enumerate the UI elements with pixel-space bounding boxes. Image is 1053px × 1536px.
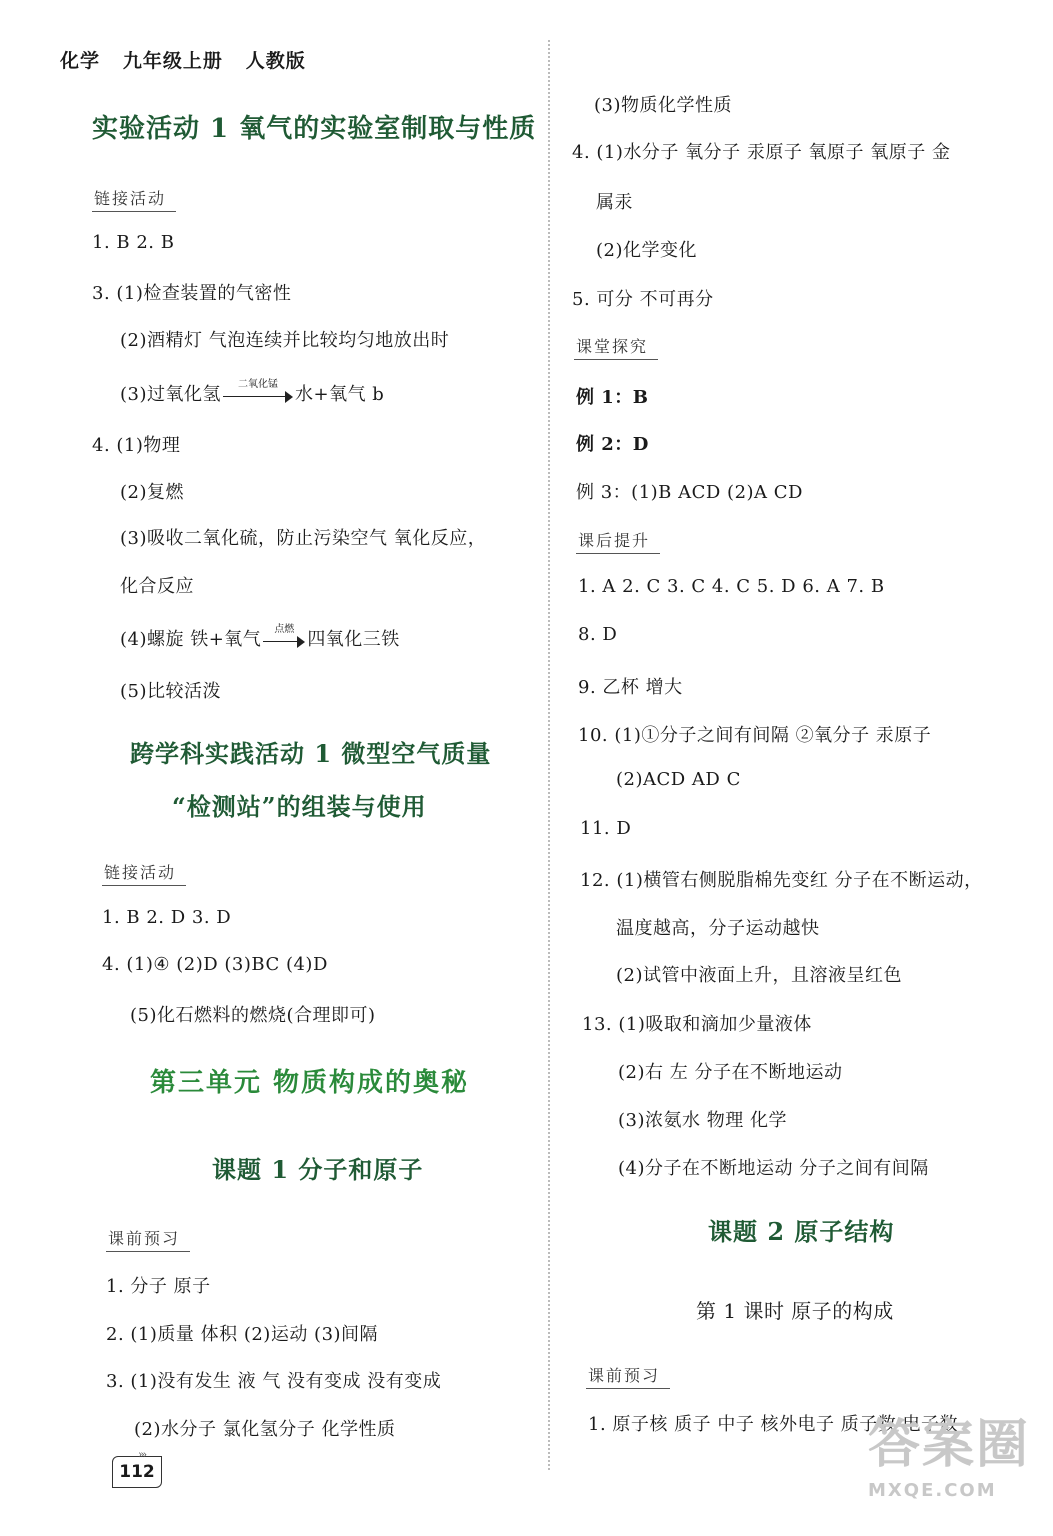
lesson-title-2: 课题 2 原子结构 <box>708 1217 895 1246</box>
section-tag-preview: 课前预习 <box>106 1226 184 1252</box>
answer-line: 5. 可分 不可再分 <box>572 289 714 310</box>
answer-line: 2. (1)质量 体积 (2)运动 (3)间隔 <box>106 1324 379 1345</box>
answer-line: (2)右 左 分子在不断地运动 <box>618 1062 843 1083</box>
answer-line: 9. 乙杯 增大 <box>578 677 683 698</box>
answer-line: 4. (1)④ (2)D (3)BC (4)D <box>102 954 328 975</box>
watermark-url: MXQE.COM <box>868 1480 997 1501</box>
equation-line <box>120 625 400 651</box>
answer-line: (2)试管中液面上升，且溶液呈红色 <box>616 965 902 986</box>
answer-line: 4. (1)物理 <box>92 435 181 456</box>
answer-line: 属汞 <box>596 192 633 213</box>
answer-line: 13. (1)吸取和滴加少量液体 <box>582 1014 812 1035</box>
watermark <box>868 1410 1038 1520</box>
answer-line: (2)ACD AD C <box>616 769 741 790</box>
answer-line: 4. (1)水分子 氧分子 汞原子 氧原子 氧原子 金 <box>572 142 951 163</box>
answer-line: (5)化石燃料的燃烧(合理即可) <box>130 1005 376 1026</box>
answer-line: (3)物质化学性质 <box>594 95 732 116</box>
reaction-arrow <box>223 379 293 405</box>
answer-line: 11. D <box>580 818 632 839</box>
answer-line: (3)吸收二氧化硫，防止污染空气 氧化反应， <box>120 528 487 549</box>
reaction-condition: 点燃 <box>274 624 295 635</box>
answer-line: 1. 原子核 质子 中子 核外电子 质子数 电子数 <box>588 1414 959 1435</box>
reaction-condition: 二氧化锰 <box>238 379 278 390</box>
page-header: 化学 九年级上册 人教版 <box>60 50 306 72</box>
section-tag-linked-activity: 链接活动 <box>102 860 180 886</box>
answer-line: (4)分子在不断地运动 分子之间有间隔 <box>618 1158 929 1179</box>
reactant-text: (4)螺旋 铁+氧气 <box>120 629 262 650</box>
watermark-logo: 答案圈 <box>868 1415 1031 1475</box>
answer-line: 1. 分子 原子 <box>106 1276 211 1297</box>
lesson-title-1: 课题 1 分子和原子 <box>212 1155 424 1184</box>
right-column <box>550 0 1050 1536</box>
section-tag-preview: 课前预习 <box>586 1363 664 1389</box>
answer-line: 8. D <box>578 624 618 645</box>
answer-line: 温度越高，分子运动越快 <box>616 918 820 939</box>
reaction-arrow <box>263 624 305 650</box>
answer-line: 1. B 2. D 3. D <box>102 907 232 928</box>
equation-line <box>120 380 384 406</box>
page-number-arrows-icon: ››› <box>138 1448 146 1461</box>
unit-title: 第三单元 物质构成的奥秘 <box>150 1068 470 1098</box>
section-title-practice-1-line2: “检测站”的组装与使用 <box>172 792 427 821</box>
answer-line: (2)复燃 <box>120 482 184 503</box>
section-tag-class-inquiry: 课堂探究 <box>574 334 652 360</box>
lesson-subtitle: 第 1 课时 原子的构成 <box>696 1299 894 1323</box>
answer-line: 3. (1)没有发生 液 气 没有变成 没有变成 <box>106 1371 442 1392</box>
answer-line: 3. (1)检查装置的气密性 <box>92 283 292 304</box>
answer-line: 10. (1)①分子之间有间隔 ②氧分子 汞原子 <box>578 725 932 746</box>
answer-line: (5)比较活泼 <box>120 681 221 702</box>
product-text: 水+氧气 b <box>295 384 385 405</box>
answer-line: 例 1：B <box>576 387 649 408</box>
answer-line: (2)水分子 氯化氢分子 化学性质 <box>134 1419 396 1440</box>
answer-line: (3)浓氨水 物理 化学 <box>618 1110 787 1131</box>
answer-line: 1. A 2. C 3. C 4. C 5. D 6. A 7. B <box>578 576 885 597</box>
section-title-experiment-1: 实验活动 1 氧气的实验室制取与性质 <box>92 114 537 144</box>
product-text: 四氧化三铁 <box>307 629 400 650</box>
answer-line: (2)酒精灯 气泡连续并比较均匀地放出时 <box>120 330 450 351</box>
answer-line: 例 3：(1)B ACD (2)A CD <box>576 482 803 503</box>
page-number: 112 <box>112 1456 162 1488</box>
answer-line: 例 2：D <box>576 434 649 455</box>
answer-line: 1. B 2. B <box>92 232 175 253</box>
answer-line: 12. (1)横管右侧脱脂棉先变红 分子在不断运动， <box>580 870 983 891</box>
answer-line: (2)化学变化 <box>596 240 697 261</box>
section-title-practice-1-line1: 跨学科实践活动 1 微型空气质量 <box>130 739 492 768</box>
section-tag-linked-activity: 链接活动 <box>92 186 170 212</box>
reactant-text: (3)过氧化氢 <box>120 384 221 405</box>
answer-line: 化合反应 <box>120 576 194 597</box>
section-tag-after-class: 课后提升 <box>576 528 654 554</box>
